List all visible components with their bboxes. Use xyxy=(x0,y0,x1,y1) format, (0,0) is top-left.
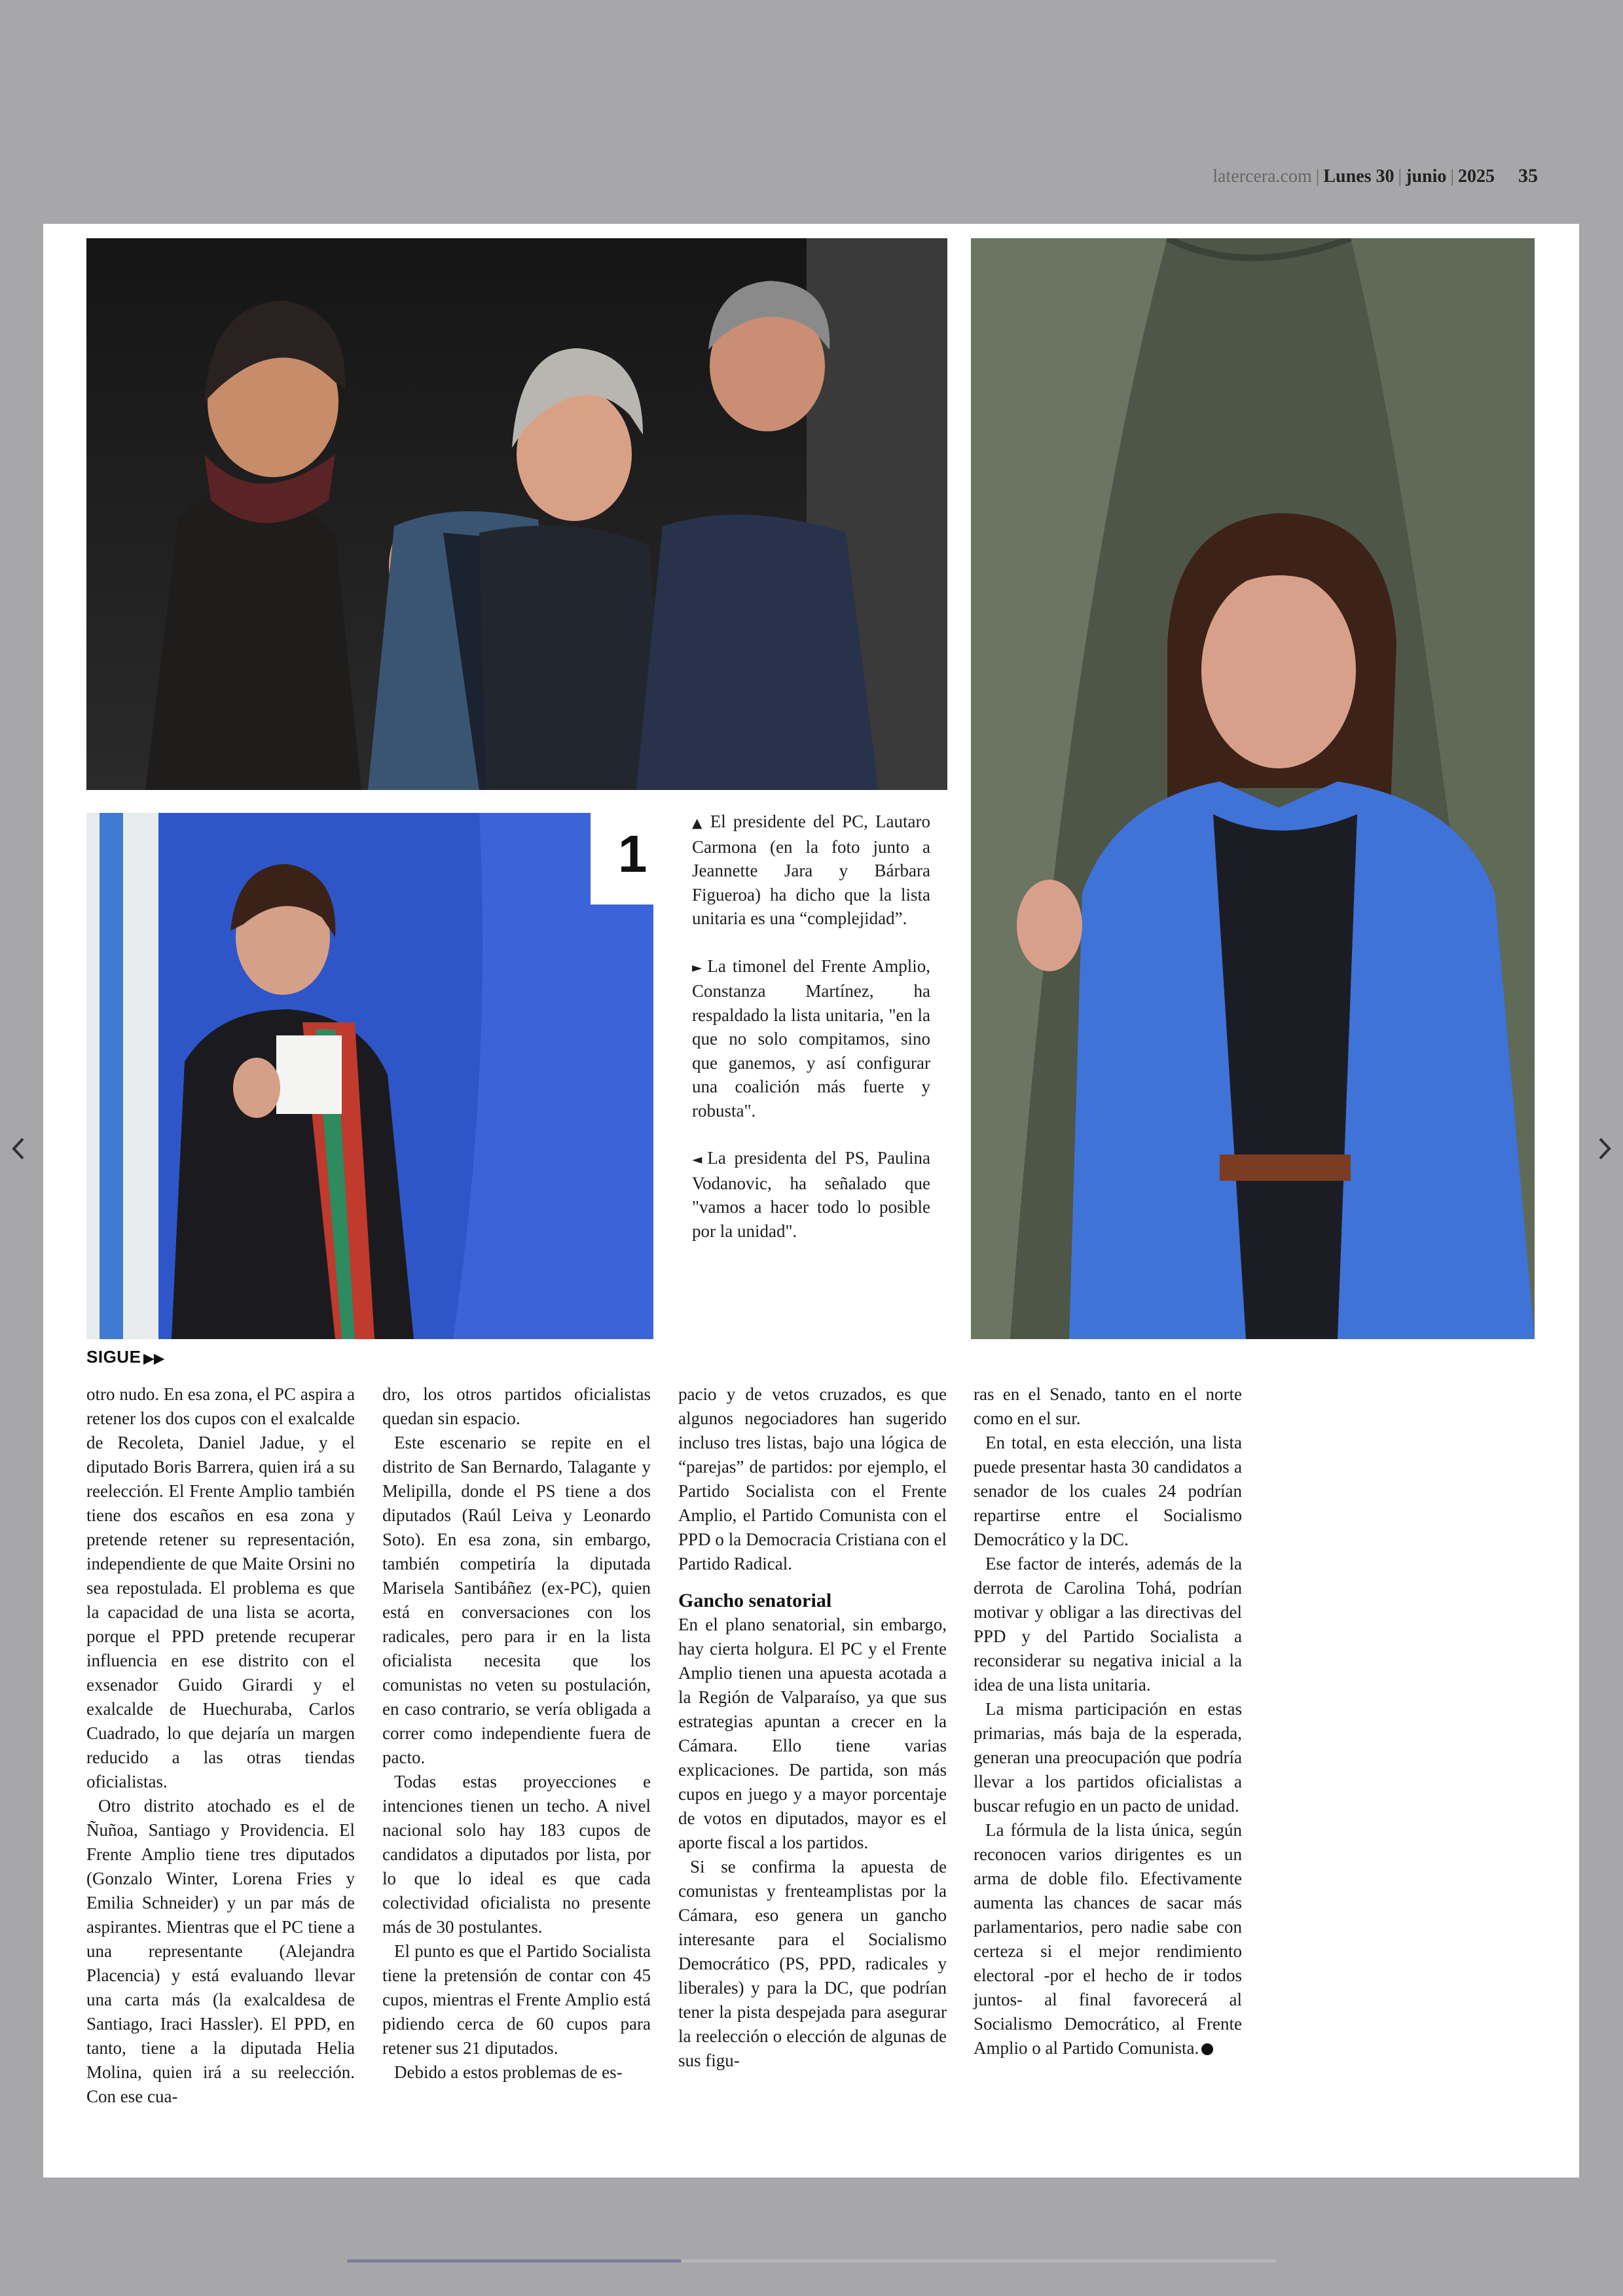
page-header xyxy=(1213,165,1538,187)
paragraph: Otro distrito atochado es el de Ñuñoa, Santiago y Providencia. El Frente Amplio tiene tres diputados (Gonzalo Winter, Lorena Fries y Emilia Schneider) y un par más de aspirantes. Mientras que el PC tiene a una representante (Alejandra Placencia) y está evaluando llevar una carta más (la exalcaldesa de Santiago, Iraci Hassler). El PPD, en tanto, tiene a la diputada Helia Molina, quien irá a su reelección. Con ese cua- xyxy=(86,1796,355,2106)
header-separator: | xyxy=(1315,166,1320,187)
next-page-button[interactable] xyxy=(1592,1136,1618,1162)
paragraph: pacio y de vetos cruzados, es que algunos negociadores han sugerido incluso tres listas, bajo una lógica de “parejas” de partidos: por ejemplo, el Partido Socialista con el Frente Amplio, el Partido Comunista con el PPD o la Democracia Cristiana con el Partido Radical. xyxy=(678,1384,947,1573)
paragraph: ras en el Senado, tanto en el norte como en el sur. xyxy=(974,1384,1242,1428)
paragraph: La misma participación en estas primarias, más baja de la esperada, generan una preocupación que podría llevar a los partidos oficialistas a buscar refugio en un pacto de unidad. xyxy=(974,1699,1242,1816)
caption-3: ◄ La presidenta del PS, Paulina Vodanovic, ha señalado que "vamos a hacer todo lo posible por la unidad". xyxy=(692,1148,930,1241)
article-column-4 xyxy=(974,1382,1242,2060)
article-column-1 xyxy=(86,1382,355,2109)
page-number: 35 xyxy=(1518,165,1538,187)
newspaper-page xyxy=(43,224,1579,2178)
reading-progress-bar[interactable] xyxy=(347,2259,1277,2263)
reading-progress-fill xyxy=(347,2259,682,2263)
paragraph: Todas estas proyecciones e intenciones tienen un techo. A nivel nacional solo hay 183 cupos de candidatos a diputados por lista, por lo que lo ideal es que cada colectividad oficialista no presente más de 30 postulantes. xyxy=(382,1772,651,1937)
site-name: latercera.com xyxy=(1213,166,1312,187)
chevron-left-icon xyxy=(11,1137,26,1160)
caption-1: ▲ El presidente del PC, Lautaro Carmona (en la foto junto a Jeannette Jara y Bárbara Figueroa) ha dicho que la lista unitaria es una “complejidad”. xyxy=(692,812,930,928)
svg-text:1: 1 xyxy=(618,825,647,883)
left-arrow-icon: ◄ xyxy=(692,1151,702,1167)
paragraph: Este escenario se repite en el distrito de San Bernardo, Talagante y Melipilla, donde el PS tiene a dos diputados (Raúl Leiva y Leonardo Soto). En esa zona, sin embargo, también competiría la diputada Marisela Santibáñez (ex-PC), quien está en conversaciones con los radicales, pero para ir en la lista oficialista necesita que los comunistas no veten su postulación, en caso contrario, se vería obligada a correr como independiente fuera de pacto. xyxy=(382,1433,651,1767)
section-heading: Gancho senatorial xyxy=(678,1590,832,1611)
paragraph: En el plano senatorial, sin embargo, hay cierta holgura. El PC y el Frente Amplio tienen una apuesta acotada a la Región de Valparaíso, ya que sus estrategias apuntan a crecer en la Cámara. Ello tiene varias explicaciones. De partida, son más cupos en juego y a mayor porcentaje de votos en diputados, mayor es el aporte fiscal a los partidos. xyxy=(678,1615,947,1852)
caption-2: ► La timonel del Frente Amplio, Constanza Martínez, ha respaldado la lista unitaria, "en la que no solo compitamos, sino que ganemos, y así configurar una coalición más fuerte y robusta". xyxy=(692,956,930,1121)
photo-group-three-people xyxy=(86,238,947,790)
header-date-day: Lunes 30 xyxy=(1323,166,1395,187)
double-arrow-icon: ▶▶ xyxy=(143,1352,165,1366)
header-separator: | xyxy=(1398,166,1402,187)
paragraph: dro, los otros partidos oficialistas quedan sin espacio. xyxy=(382,1384,651,1428)
chevron-right-icon xyxy=(1597,1137,1612,1160)
article-column-2 xyxy=(382,1382,651,2085)
right-arrow-icon: ► xyxy=(692,959,702,975)
header-year: 2025 xyxy=(1458,166,1495,187)
previous-page-button[interactable] xyxy=(5,1136,31,1162)
continue-marker: SIGUE ▶▶ xyxy=(86,1347,165,1367)
paragraph: El punto es que el Partido Socialista tiene la pretensión de contar con 45 cupos, mientras el Frente Amplio está pidiendo cerca de 60 cupos para retener sus 21 diputados. xyxy=(382,1941,651,2058)
paragraph-final: La fórmula de la lista única, según reconocen varios dirigentes es un arma de doble filo. Efectivamente aumenta las chances de sacar más parlamentarios, pero nadie sabe con certeza si el mejor rendimiento electoral -por el hecho de ir todos juntos- al final favorecerá al Socialismo Democrático, al Frente Amplio o al Partido Comunista. xyxy=(974,1820,1242,2058)
paragraph: otro nudo. En esa zona, el PC aspira a retener los dos cupos con el exalcalde de Recoleta, Daniel Jadue, y el diputado Boris Barrera, quien irá a su reelección. El Frente Amplio también tiene dos escaños en esa zona y pretende retener su representación, independiente de que Maite Orsini no sea repostulada. El problema es que la capacidad de una lista se acorta, porque el PPD pretende recuperar influencia en ese distrito con el exsenador Guido Girardi y el exalcalde de Huechuraba, Carlos Cuadrado, lo que dejaría un margen reducido a las otras tiendas oficialistas. xyxy=(86,1384,355,1791)
header-month: junio xyxy=(1406,166,1447,187)
end-mark-icon xyxy=(1201,2043,1213,2055)
paragraph: En total, en esta elección, una lista puede presentar hasta 30 candidatos a senador de los cuales 24 podrían repartirse entre el Socialismo Democrático y la DC. xyxy=(974,1433,1242,1549)
photo-captions xyxy=(692,810,930,1266)
article-column-3 xyxy=(678,1382,947,2073)
paragraph: Si se confirma la apuesta de comunistas y frenteamplistas por la Cámara, eso genera un gancho interesante para el Socialismo Democrático (PS, PPD, radicales y liberales) y para la DC, que podrían tener la pista despejada para asegurar la reelección o elección de algunas de sus figu- xyxy=(678,1857,947,2070)
header-separator: | xyxy=(1450,166,1454,187)
up-arrow-icon: ▲ xyxy=(692,815,705,831)
paragraph: Ese factor de interés, además de la derrota de Carolina Tohá, podrían motivar y obligar a las directivas del PPD y del Partido Socialista a reconsiderar su negativa inicial a la idea de una lista unitaria. xyxy=(974,1554,1242,1695)
photo-woman-voting-booth xyxy=(86,813,653,1339)
paragraph: Debido a estos problemas de es- xyxy=(394,2062,623,2082)
photo-woman-blue-coat xyxy=(971,238,1535,1339)
